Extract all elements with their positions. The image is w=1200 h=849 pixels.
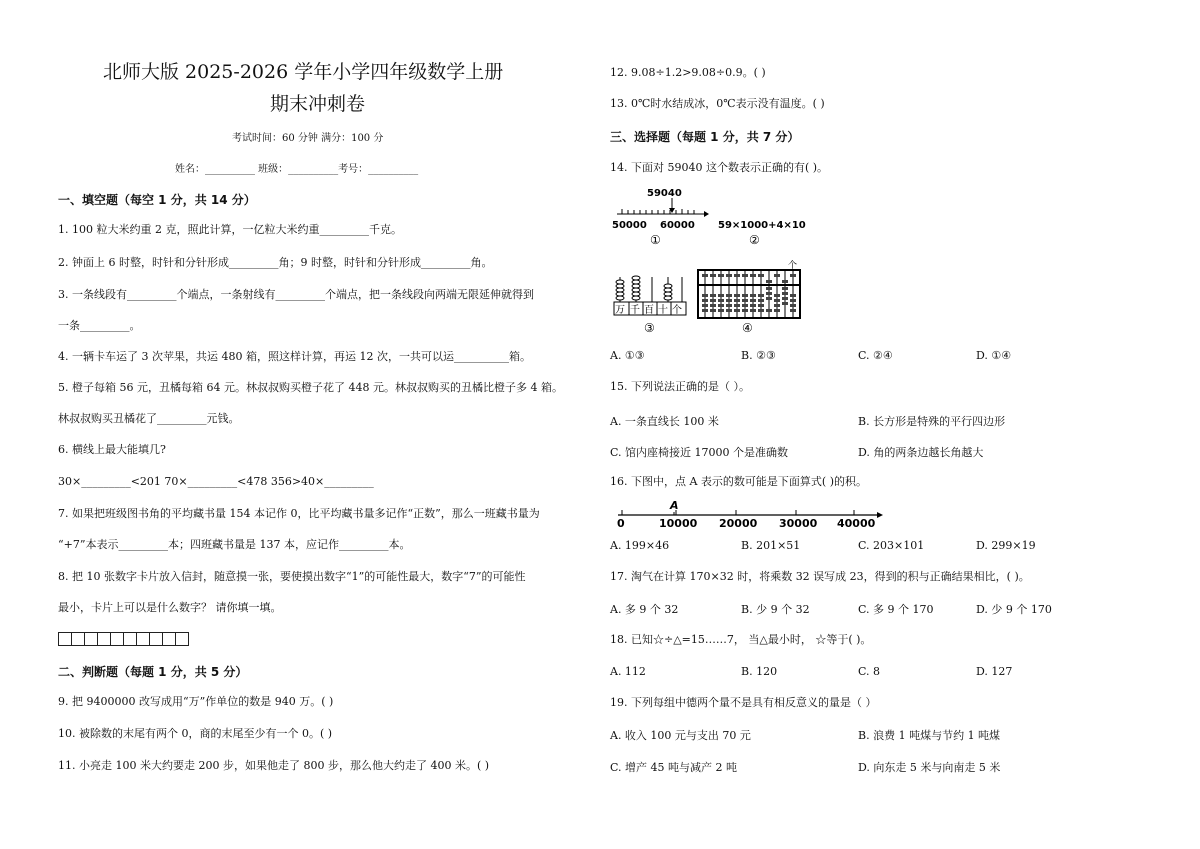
question-5-line2: 林叔叔购买丑橘花了_________元钱。 xyxy=(58,412,240,425)
q15-option-b[interactable]: B. 长方形是特殊的平行四边形 xyxy=(858,415,1006,428)
abacus-col-wan: 万 xyxy=(615,305,625,316)
question-8-line2: 最小，卡片上可以是什么数字？ 请你填一填。 xyxy=(58,601,282,614)
abacus-ge-label: 个 xyxy=(788,261,798,271)
abacus-beads xyxy=(702,274,796,312)
question-8-line1: 8. 把 10 张数字卡片放入信封，随意摸一张，要使摸出数字“1”的可能性最大，数字“7”的可能性 xyxy=(58,570,526,583)
q19-option-d[interactable]: D. 向东走 5 米与向南走 5 米 xyxy=(858,761,1001,774)
q16-option-d[interactable]: D. 299×19 xyxy=(976,539,1036,552)
q14-option-c[interactable]: C. ②④ xyxy=(858,349,893,362)
q17-option-a[interactable]: A. 多 9 个 32 xyxy=(610,603,679,616)
question-19: 19. 下列每组中德两个量不是具有相反意义的量是（ ） xyxy=(610,696,877,709)
q15-option-c[interactable]: C. 馆内座椅接近 17000 个是准确数 xyxy=(610,446,789,459)
exam-info: 考试时间：60 分钟 满分：100 分 xyxy=(232,133,384,144)
q18-option-b[interactable]: B. 120 xyxy=(741,665,778,678)
q16-option-b[interactable]: B. 201×51 xyxy=(741,539,801,552)
q19-option-c[interactable]: C. 增产 45 吨与减产 2 吨 xyxy=(610,761,737,774)
question-1: 1. 100 粒大米约重 2 克，照此计算，一亿粒大米约重_________千克。 xyxy=(58,223,402,236)
card-box[interactable] xyxy=(110,632,124,646)
q16-axis-arrow xyxy=(877,512,883,518)
question-5-line1: 5. 橙子每箱 56 元，丑橘每箱 64 元。林叔叔购买橙子花了 448 元。林叔叔购买的丑橘比橙子多 4 箱。 xyxy=(58,381,563,394)
abacus-col-bai: 百 xyxy=(644,305,654,316)
q16-ticks xyxy=(622,510,854,515)
question-6: 6. 横线上最大能填几? xyxy=(58,443,166,456)
card-box[interactable] xyxy=(71,632,85,646)
q16-tick-40000: 40000 xyxy=(837,517,876,529)
card-box[interactable] xyxy=(97,632,111,646)
q17-option-b[interactable]: B. 少 9 个 32 xyxy=(741,603,810,616)
q16-tick-30000: 30000 xyxy=(779,517,818,529)
question-18: 18. 已知☆÷△=15……7， 当△最小时， ☆等于( )。 xyxy=(610,633,872,646)
q14-expression: 59×1000+4×10 xyxy=(718,220,806,231)
section-judge-heading: 二、判断题（每题 1 分，共 5 分） xyxy=(58,665,248,679)
question-13: 13. 0℃时水结成冰，0℃表示没有温度。( ) xyxy=(610,97,825,110)
card-box[interactable] xyxy=(149,632,163,646)
abacus-col-ge: 个 xyxy=(672,305,682,316)
q14-ticks xyxy=(622,209,694,214)
q16-option-c[interactable]: C. 203×101 xyxy=(858,539,925,552)
q14-label-1: ① xyxy=(650,233,661,247)
q19-option-b[interactable]: B. 浪费 1 吨煤与节约 1 吨煤 xyxy=(858,729,1001,742)
section-fill-heading: 一、填空题（每空 1 分，共 14 分） xyxy=(58,193,256,207)
card-box[interactable] xyxy=(123,632,137,646)
question-16: 16. 下图中，点 A 表示的数可能是下面算式( )的积。 xyxy=(610,475,868,488)
q18-option-a[interactable]: A. 112 xyxy=(610,665,646,678)
student-fields: 姓名：__________ 班级：__________考号：__________ xyxy=(175,164,419,175)
q14-label-3: ③ xyxy=(644,321,655,335)
q16-point-a: A xyxy=(670,499,679,512)
q14-number-line-arrow xyxy=(704,211,709,217)
q15-option-d[interactable]: D. 角的两条边越长角越大 xyxy=(858,446,984,459)
question-10: 10. 被除数的末尾有两个 0，商的末尾至少有一个 0。( ) xyxy=(58,727,333,740)
q16-option-a[interactable]: A. 199×46 xyxy=(610,539,670,552)
card-box[interactable] xyxy=(136,632,150,646)
q16-tick-10000: 10000 xyxy=(659,517,698,529)
q14-tick-right: 60000 xyxy=(660,220,695,231)
q14-marker-label: 59040 xyxy=(647,188,682,199)
question-11: 11. 小亮走 100 米大约要走 200 步，如果他走了 800 步，那么他大约走了 400 米。( ) xyxy=(58,759,490,772)
q18-option-c[interactable]: C. 8 xyxy=(858,665,881,678)
counting-beads xyxy=(616,276,672,300)
question-4: 4. 一辆卡车运了 3 次苹果，共运 480 箱，照这样计算，再运 12 次，一共可以运__________箱。 xyxy=(58,350,531,363)
q14-figure xyxy=(612,184,812,340)
q14-option-b[interactable]: B. ②③ xyxy=(741,349,776,362)
q14-label-2: ② xyxy=(749,233,760,247)
question-6-items: 30×_________<201 70×_________<478 356>40×_________ xyxy=(58,475,374,488)
card-boxes xyxy=(58,632,188,646)
card-box[interactable] xyxy=(175,632,189,646)
card-box[interactable] xyxy=(58,632,72,646)
question-12: 12. 9.08÷1.2>9.08÷0.9。( ) xyxy=(610,66,766,79)
card-box[interactable] xyxy=(162,632,176,646)
q18-option-d[interactable]: D. 127 xyxy=(976,665,1013,678)
q17-option-d[interactable]: D. 少 9 个 170 xyxy=(976,603,1052,616)
section-choice-heading: 三、选择题（每题 1 分，共 7 分） xyxy=(610,130,800,144)
q14-option-a[interactable]: A. ①③ xyxy=(610,349,645,362)
q16-number-line xyxy=(612,497,892,529)
question-7-line2: “+7”本表示_________本；四班藏书量是 137 本，应记作_________本。 xyxy=(58,538,411,551)
q14-label-4: ④ xyxy=(742,321,753,335)
paper-title-line2: 期末冲刺卷 xyxy=(270,93,366,115)
q14-tick-left: 50000 xyxy=(612,220,647,231)
q16-tick-20000: 20000 xyxy=(719,517,758,529)
abacus-col-shi: 十 xyxy=(658,305,668,316)
question-15: 15. 下列说法正确的是（ ）。 xyxy=(610,380,750,393)
q15-option-a[interactable]: A. 一条直线长 100 米 xyxy=(610,415,719,428)
q16-tick-0: 0 xyxy=(617,517,625,529)
q19-option-a[interactable]: A. 收入 100 元与支出 70 元 xyxy=(610,729,751,742)
card-box[interactable] xyxy=(84,632,98,646)
question-14: 14. 下面对 59040 这个数表示正确的有( )。 xyxy=(610,161,829,174)
paper-title-line1: 北师大版 2025-2026 学年小学四年级数学上册 xyxy=(103,61,504,83)
question-3-line2: 一条_________。 xyxy=(58,319,141,332)
question-9: 9. 把 9400000 改写成用“万”作单位的数是 940 万。( ) xyxy=(58,695,334,708)
abacus-col-qian: 千 xyxy=(630,305,640,316)
q14-option-d[interactable]: D. ①④ xyxy=(976,349,1012,362)
q17-option-c[interactable]: C. 多 9 个 170 xyxy=(858,603,934,616)
question-7-line1: 7. 如果把班级图书角的平均藏书量 154 本记作 0，比平均藏书量多记作“正数”，那么一班藏书量为 xyxy=(58,507,540,520)
question-17: 17. 淘气在计算 170×32 时，将乘数 32 误写成 23，得到的积与正确结果相比，( )。 xyxy=(610,570,1030,583)
question-2: 2. 钟面上 6 时整，时针和分针形成_________角；9 时整，时针和分针形成_________角。 xyxy=(58,256,493,269)
question-3-line1: 3. 一条线段有_________个端点，一条射线有_________个端点，把一条线段向两端无限延伸就得到 xyxy=(58,288,534,301)
